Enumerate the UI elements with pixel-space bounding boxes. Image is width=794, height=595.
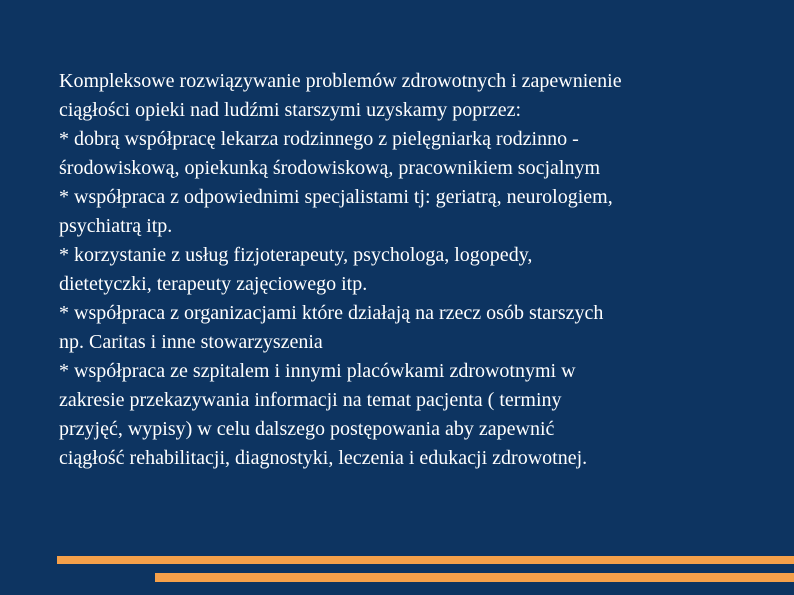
text-line: Kompleksowe rozwiązywanie problemów zdrowotnych i zapewnienie: [59, 70, 622, 92]
text-line: np. Caritas i inne stowarzyszenia: [59, 331, 323, 353]
accent-stripe-top: [57, 556, 794, 564]
text-line: dietetyczki, terapeuty zajęciowego itp.: [59, 273, 368, 295]
text-line: * korzystanie z usług fizjoterapeuty, psychologa, logopedy,: [59, 244, 533, 266]
text-line: * dobrą współpracę lekarza rodzinnego z pielęgniarką rodzinno -: [59, 128, 579, 150]
text-line: * współpraca ze szpitalem i innymi placówkami zdrowotnymi w: [59, 360, 576, 382]
accent-stripe-bottom: [155, 573, 794, 582]
text-line: przyjęć, wypisy) w celu dalszego postępowania aby zapewnić: [59, 418, 555, 440]
text-line: środowiskową, opiekunką środowiskową, pracownikiem socjalnym: [59, 157, 601, 179]
text-line: * współpraca z organizacjami które działają na rzecz osób starszych: [59, 302, 604, 324]
text-line: * współpraca z odpowiednimi specjalistami tj: geriatrą, neurologiem,: [59, 186, 613, 208]
slide-body-text: [59, 67, 759, 473]
text-line: psychiatrą itp.: [59, 215, 173, 237]
text-line: ciągłość rehabilitacji, diagnostyki, leczenia i edukacji zdrowotnej.: [59, 447, 588, 469]
text-line: zakresie przekazywania informacji na temat pacjenta ( terminy: [59, 389, 562, 411]
text-line: ciągłości opieki nad ludźmi starszymi uzyskamy poprzez:: [59, 99, 522, 121]
